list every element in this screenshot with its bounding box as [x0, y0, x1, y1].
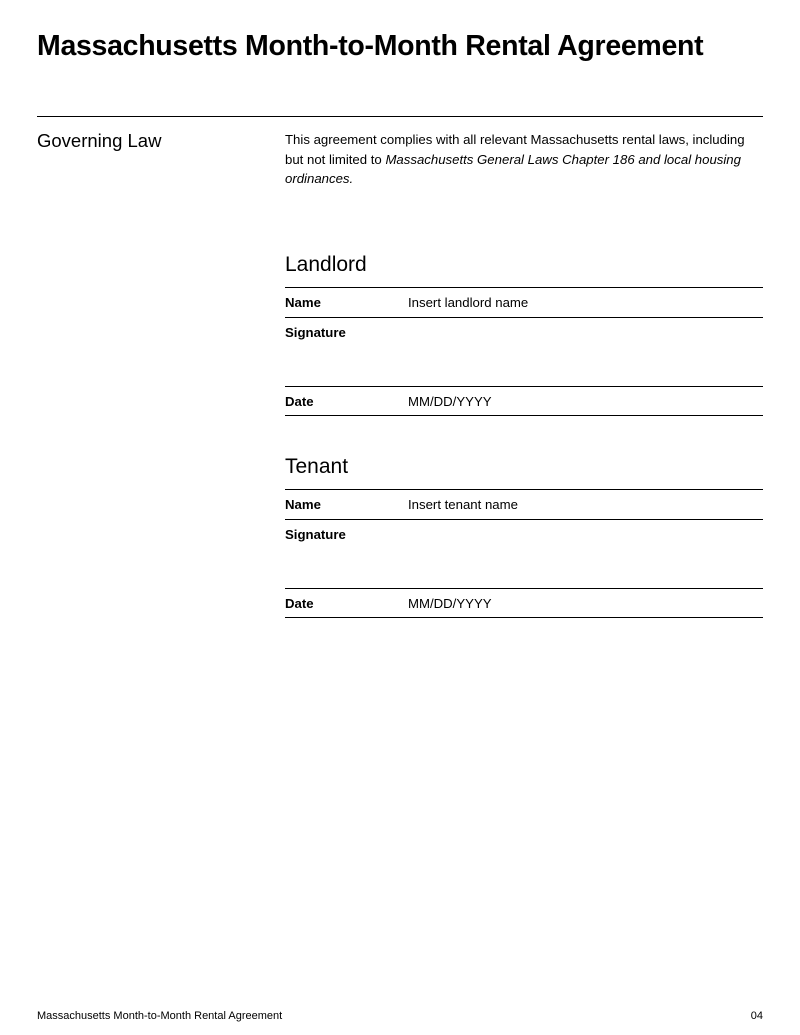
landlord-date-label: Date — [285, 394, 314, 409]
landlord-date-field[interactable]: MM/DD/YYYY — [408, 394, 492, 409]
footer-page-number: 04 — [750, 1010, 763, 1022]
landlord-section — [285, 252, 763, 416]
tenant-signature-row[interactable] — [285, 519, 763, 588]
landlord-signature-label: Signature — [285, 325, 346, 340]
governing-law-text — [285, 130, 763, 189]
landlord-heading: Landlord — [285, 253, 367, 276]
governing-law-text-italic: Massachusetts General Laws Chapter 186 and local housing ordinances. — [285, 151, 741, 186]
landlord-signature-row[interactable] — [285, 317, 763, 386]
landlord-name-field[interactable]: Insert landlord name — [408, 295, 529, 310]
tenant-date-label: Date — [285, 596, 314, 611]
tenant-name-field[interactable]: Insert tenant name — [408, 497, 518, 512]
title-divider — [37, 116, 763, 117]
footer-document-title: Massachusetts Month-to-Month Rental Agreement — [37, 1010, 283, 1022]
tenant-heading: Tenant — [285, 455, 349, 478]
tenant-signature-field[interactable] — [408, 527, 763, 588]
governing-law-heading: Governing Law — [37, 130, 162, 151]
landlord-name-label: Name — [285, 295, 321, 310]
tenant-date-field[interactable]: MM/DD/YYYY — [408, 596, 492, 611]
tenant-signature-label: Signature — [285, 527, 346, 542]
tenant-name-row — [285, 489, 763, 519]
landlord-name-row — [285, 287, 763, 317]
governing-law-text-plain: This agreement complies with all relevant Massachusetts rental laws, including but not limited to — [285, 132, 745, 167]
tenant-date-row — [285, 588, 763, 618]
landlord-date-row — [285, 386, 763, 416]
tenant-section — [285, 454, 763, 618]
document-title: Massachusetts Month-to-Month Rental Agreement — [37, 30, 704, 62]
landlord-signature-field[interactable] — [408, 325, 763, 386]
tenant-name-label: Name — [285, 497, 321, 512]
